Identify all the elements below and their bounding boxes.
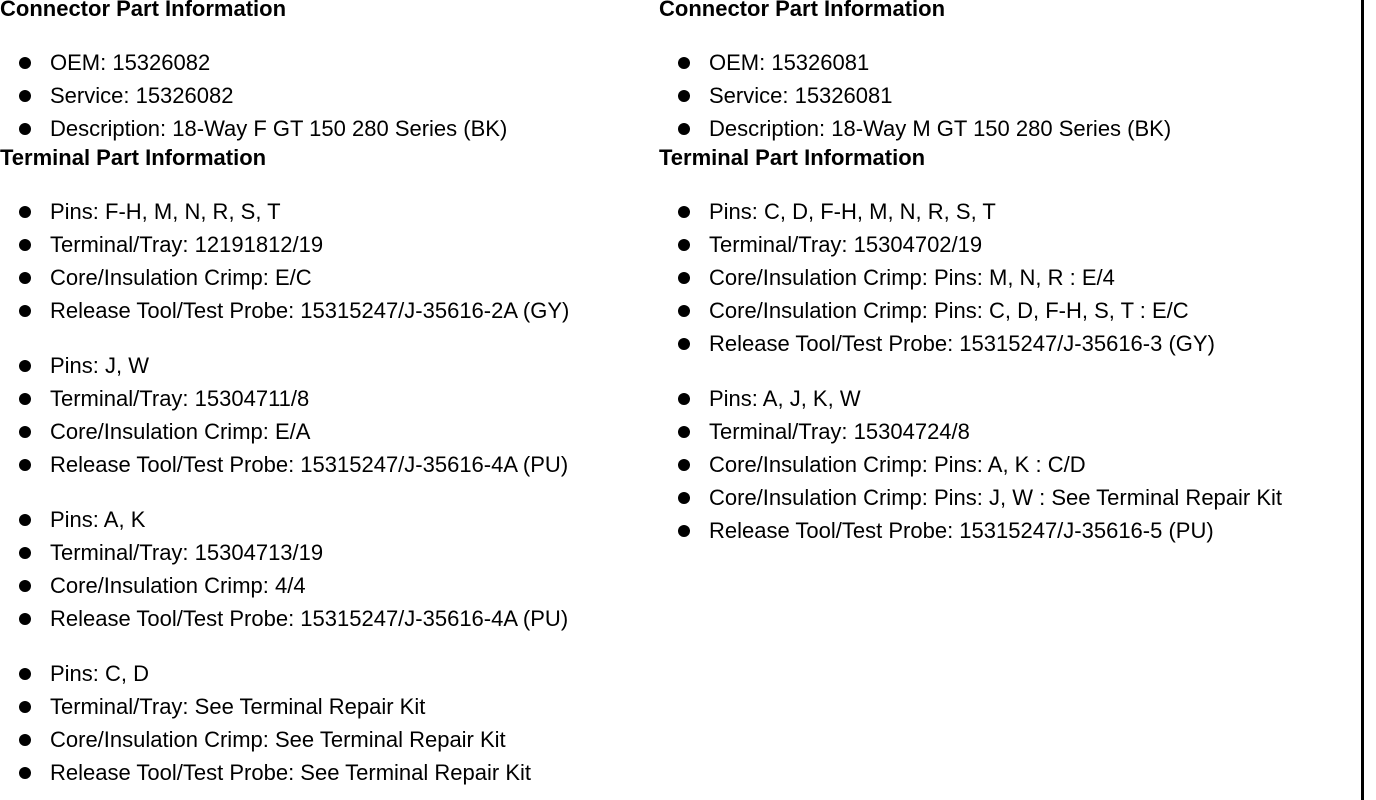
bullet-icon: [19, 206, 31, 218]
list-item: [659, 195, 1364, 228]
list-item: [0, 46, 650, 79]
bullet-icon: [19, 272, 31, 284]
list-item: [659, 261, 1364, 294]
item-text: Core/Insulation Crimp: Pins: M, N, R : E/4: [709, 265, 1115, 290]
bullet-icon: [19, 668, 31, 680]
bullet-icon: [678, 272, 690, 284]
item-text: Core/Insulation Crimp: 4/4: [50, 573, 306, 598]
item-text: Core/Insulation Crimp: E/A: [50, 419, 311, 444]
bullet-icon: [678, 90, 690, 102]
bullet-icon: [678, 239, 690, 251]
connector-heading: Connector Part Information: [659, 0, 946, 21]
item-text: Release Tool/Test Probe: 15315247/J-35616-5 (PU): [709, 518, 1214, 543]
list-item: [0, 448, 650, 481]
list-item: [659, 415, 1364, 448]
page-border-line: [1361, 0, 1364, 800]
list-item: [659, 112, 1364, 145]
list-item: [0, 690, 650, 723]
bullet-icon: [678, 305, 690, 317]
list-item: [659, 228, 1364, 261]
item-text: OEM: 15326082: [50, 50, 211, 75]
connector-heading: Connector Part Information: [0, 0, 287, 21]
bullet-icon: [678, 123, 690, 135]
terminal-groups: [659, 195, 1364, 547]
item-text: Pins: J, W: [50, 353, 150, 378]
list-item: [659, 294, 1364, 327]
item-text: OEM: 15326081: [709, 50, 870, 75]
item-text: Core/Insulation Crimp: E/C: [50, 265, 312, 290]
item-text: Terminal/Tray: See Terminal Repair Kit: [50, 694, 426, 719]
list-item: [0, 112, 650, 145]
bullet-icon: [19, 360, 31, 372]
item-text: Service: 15326082: [50, 83, 234, 108]
bullet-icon: [19, 90, 31, 102]
item-text: Service: 15326081: [709, 83, 893, 108]
item-text: Release Tool/Test Probe: 15315247/J-35616-2A (GY): [50, 298, 570, 323]
item-text: Core/Insulation Crimp: Pins: A, K : C/D: [709, 452, 1086, 477]
left-column: [0, 0, 650, 789]
list-item: [0, 569, 650, 602]
terminal-group: [0, 195, 650, 327]
item-text: Release Tool/Test Probe: 15315247/J-35616-4A (PU): [50, 452, 569, 477]
bullet-icon: [678, 57, 690, 69]
item-text: Terminal/Tray: 15304711/8: [50, 386, 310, 411]
list-item: [659, 327, 1364, 360]
terminal-group: [659, 195, 1364, 360]
list-item: [659, 46, 1364, 79]
list-item: [0, 294, 650, 327]
list-item: [659, 382, 1364, 415]
terminal-group: [0, 657, 650, 789]
bullet-icon: [19, 239, 31, 251]
item-text: Core/Insulation Crimp: Pins: J, W : See Terminal Repair Kit: [709, 485, 1283, 510]
item-text: Release Tool/Test Probe: See Terminal Repair Kit: [50, 760, 531, 785]
bullet-icon: [19, 701, 31, 713]
item-text: Terminal/Tray: 15304702/19: [709, 232, 983, 257]
item-text: Description: 18-Way M GT 150 280 Series (BK): [709, 116, 1172, 141]
item-text: Terminal/Tray: 15304724/8: [709, 419, 970, 444]
bullet-icon: [19, 393, 31, 405]
bullet-icon: [19, 459, 31, 471]
list-item: [0, 382, 650, 415]
list-item: [0, 228, 650, 261]
bullet-icon: [678, 393, 690, 405]
bullet-icon: [678, 338, 690, 350]
item-text: Pins: A, J, K, W: [709, 386, 861, 411]
item-text: Pins: C, D, F-H, M, N, R, S, T: [709, 199, 996, 224]
bullet-icon: [19, 514, 31, 526]
list-item: [0, 536, 650, 569]
item-text: Pins: A, K: [50, 507, 146, 532]
list-item: [0, 79, 650, 112]
item-text: Description: 18-Way F GT 150 280 Series (BK): [50, 116, 508, 141]
item-text: Core/Insulation Crimp: Pins: C, D, F-H, S, T : E/C: [709, 298, 1189, 323]
bullet-icon: [678, 206, 690, 218]
list-item: [659, 79, 1364, 112]
list-item: [0, 756, 650, 789]
item-text: Terminal/Tray: 12191812/19: [50, 232, 324, 257]
bullet-icon: [678, 426, 690, 438]
item-text: Release Tool/Test Probe: 15315247/J-35616-3 (GY): [709, 331, 1215, 356]
bullet-icon: [19, 57, 31, 69]
bullet-icon: [19, 767, 31, 779]
bullet-icon: [19, 613, 31, 625]
item-text: Pins: F-H, M, N, R, S, T: [50, 199, 281, 224]
item-text: Core/Insulation Crimp: See Terminal Repair Kit: [50, 727, 506, 752]
bullet-icon: [678, 525, 690, 537]
bullet-icon: [19, 734, 31, 746]
list-item: [0, 195, 650, 228]
terminal-group: [0, 503, 650, 635]
terminal-groups: [0, 195, 650, 789]
bullet-icon: [19, 580, 31, 592]
list-item: [0, 503, 650, 536]
list-item: [0, 602, 650, 635]
item-text: Pins: C, D: [50, 661, 150, 686]
item-text: Release Tool/Test Probe: 15315247/J-35616-4A (PU): [50, 606, 569, 631]
terminal-group: [659, 382, 1364, 547]
terminal-heading: Terminal Part Information: [0, 145, 267, 170]
item-text: Terminal/Tray: 15304713/19: [50, 540, 324, 565]
bullet-icon: [19, 305, 31, 317]
list-item: [659, 481, 1364, 514]
bullet-icon: [19, 547, 31, 559]
terminal-heading: Terminal Part Information: [659, 145, 926, 170]
list-item: [659, 448, 1364, 481]
bullet-icon: [678, 459, 690, 471]
list-item: [659, 514, 1364, 547]
bullet-icon: [19, 123, 31, 135]
bullet-icon: [678, 492, 690, 504]
terminal-group: [0, 349, 650, 481]
connector-list: [0, 46, 650, 145]
list-item: [0, 657, 650, 690]
bullet-icon: [19, 426, 31, 438]
list-item: [0, 723, 650, 756]
list-item: [0, 349, 650, 382]
connector-list: [659, 46, 1364, 145]
right-column: [659, 0, 1364, 547]
list-item: [0, 261, 650, 294]
list-item: [0, 415, 650, 448]
